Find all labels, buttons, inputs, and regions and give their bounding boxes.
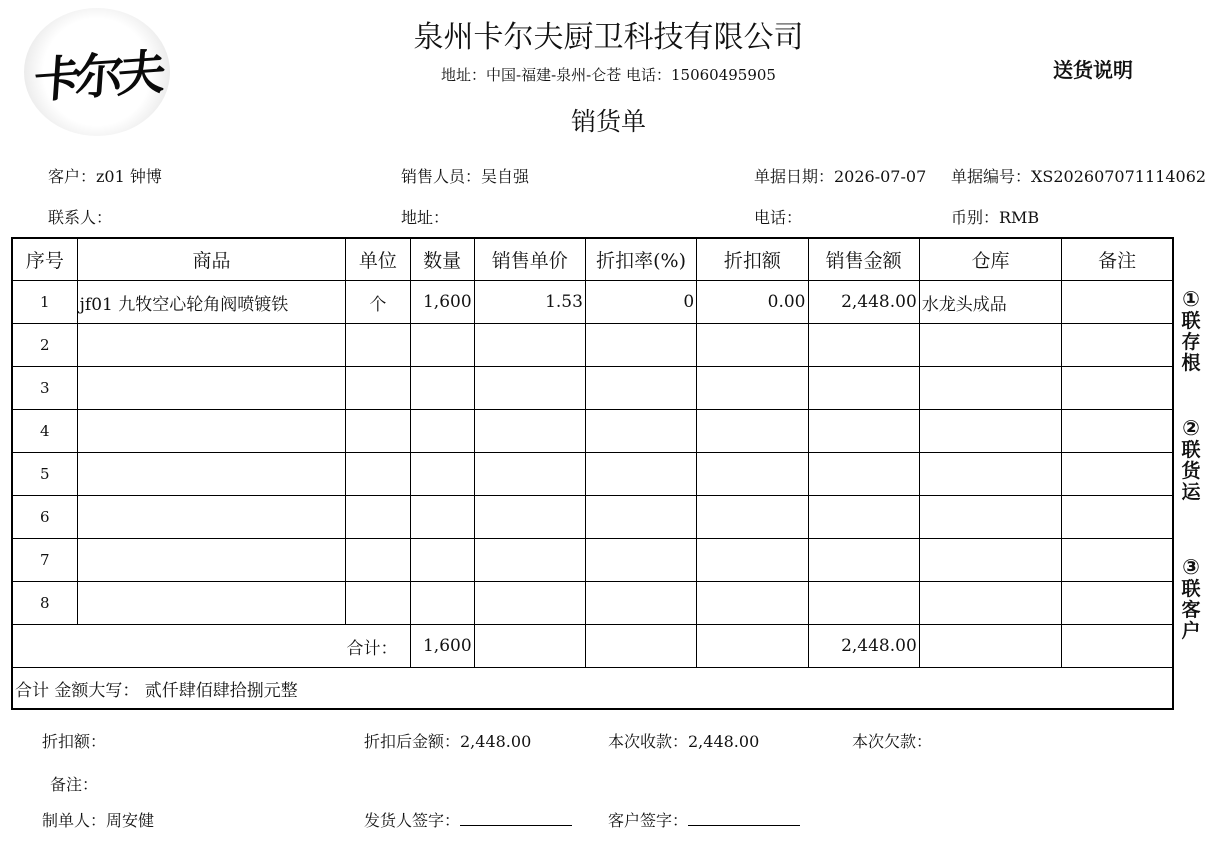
- table-header-row: [12, 238, 1173, 281]
- cell-unit: [346, 539, 410, 582]
- phone-field: 电话：: [754, 208, 803, 227]
- cell-discount-amount: [697, 496, 808, 539]
- cell-discount-rate: [585, 582, 696, 625]
- cell-unit-price: [474, 410, 585, 453]
- copy-text: 联存根: [1181, 310, 1201, 374]
- discount-field: 折扣额：: [42, 732, 107, 751]
- table-row: [12, 582, 1173, 625]
- cell-sales-amount: [808, 496, 919, 539]
- table-row: [12, 496, 1173, 539]
- cell-warehouse: [919, 496, 1061, 539]
- cell-quantity: [410, 453, 474, 496]
- cell-discount-rate: [585, 324, 696, 367]
- cell-quantity: [410, 582, 474, 625]
- cell-seq: 7: [12, 539, 77, 582]
- cell-unit: [346, 582, 410, 625]
- copy-number: ②: [1182, 416, 1200, 440]
- cell-product: [77, 324, 346, 367]
- column-header-seq: 序号: [12, 238, 77, 281]
- cell-unit: [346, 367, 410, 410]
- cell-remark: [1062, 281, 1173, 324]
- amount-in-words-row: [12, 668, 1173, 710]
- cell-seq: 1: [12, 281, 77, 324]
- cell-warehouse: [919, 453, 1061, 496]
- cell-remark: [1062, 582, 1173, 625]
- cell-unit: [346, 496, 410, 539]
- document-number-field: 单据编号：XS202607071114062: [951, 167, 1207, 186]
- cell-seq: 5: [12, 453, 77, 496]
- cell-empty: [697, 625, 808, 668]
- delivery-note-link[interactable]: 送货说明: [1053, 58, 1133, 82]
- cell-unit-price: [474, 582, 585, 625]
- cell-empty: [585, 625, 696, 668]
- cell-product: [77, 410, 346, 453]
- cell-discount-amount: 0.00: [697, 281, 808, 324]
- cell-product: [77, 496, 346, 539]
- currency-field: 币别：RMB: [951, 208, 1040, 227]
- cell-discount-amount: [697, 582, 808, 625]
- cell-seq: 6: [12, 496, 77, 539]
- cell-remark: [1062, 453, 1173, 496]
- column-header-unit: 单位: [346, 238, 410, 281]
- cell-quantity: [410, 539, 474, 582]
- remark-field: 备注：: [50, 775, 99, 794]
- document-title: 销货单: [570, 107, 646, 136]
- cell-sales-amount: 2,448.00: [808, 281, 919, 324]
- total-row: [12, 625, 1173, 668]
- amount-in-words: 合计 金额大写： 贰仟肆佰肆拾捌元整: [12, 668, 1173, 710]
- owed-field: 本次欠款：: [852, 732, 933, 751]
- table-row: [12, 539, 1173, 582]
- cell-unit: [346, 453, 410, 496]
- customer-field: 客户：z01 钟博: [48, 167, 162, 186]
- cell-sales-amount: [808, 582, 919, 625]
- maker-field: 制单人：周安健: [42, 811, 155, 830]
- cell-discount-rate: [585, 367, 696, 410]
- cell-empty: [1062, 625, 1173, 668]
- contact-field: 联系人：: [48, 208, 113, 227]
- column-header-remark: 备注: [1062, 238, 1173, 281]
- cell-discount-amount: [697, 539, 808, 582]
- cell-warehouse: [919, 410, 1061, 453]
- document-date-field: 单据日期：2026-07-07: [754, 167, 927, 186]
- cell-seq: 3: [12, 367, 77, 410]
- copy-label-stub: [1176, 287, 1206, 374]
- cell-discount-rate: 0: [585, 281, 696, 324]
- table-row: [12, 453, 1173, 496]
- cell-warehouse: [919, 539, 1061, 582]
- cell-quantity: 1,600: [410, 281, 474, 324]
- received-field: 本次收款：2,448.00: [608, 732, 760, 751]
- cell-unit-price: [474, 367, 585, 410]
- cell-discount-rate: [585, 453, 696, 496]
- column-header-discount-rate: 折扣率(%): [585, 238, 696, 281]
- company-name: 泉州卡尔夫厨卫科技有限公司: [413, 20, 804, 55]
- total-amount: 2,448.00: [808, 625, 919, 668]
- copy-number: ③: [1182, 555, 1200, 579]
- cell-remark: [1062, 410, 1173, 453]
- cell-discount-amount: [697, 410, 808, 453]
- cell-discount-rate: [585, 410, 696, 453]
- cell-warehouse: [919, 582, 1061, 625]
- cell-remark: [1062, 539, 1173, 582]
- logo-text: 卡尔夫: [31, 44, 162, 110]
- copy-label-shipping: [1176, 416, 1206, 503]
- cell-product: [77, 539, 346, 582]
- cell-unit-price: [474, 324, 585, 367]
- total-quantity: 1,600: [410, 625, 474, 668]
- cell-sales-amount: [808, 410, 919, 453]
- cell-product: [77, 453, 346, 496]
- cell-unit: [346, 324, 410, 367]
- column-header-unit-price: 销售单价: [474, 238, 585, 281]
- cell-sales-amount: [808, 367, 919, 410]
- cell-discount-rate: [585, 496, 696, 539]
- cell-product: [77, 367, 346, 410]
- cell-warehouse: 水龙头成品: [919, 281, 1061, 324]
- copy-text: 联货运: [1181, 439, 1201, 503]
- cell-seq: 8: [12, 582, 77, 625]
- cell-quantity: [410, 367, 474, 410]
- column-header-sales-amount: 销售金额: [808, 238, 919, 281]
- column-header-discount-amount: 折扣额: [697, 238, 808, 281]
- cell-remark: [1062, 496, 1173, 539]
- table-row: [12, 324, 1173, 367]
- cell-sales-amount: [808, 324, 919, 367]
- company-address-line: 地址：中国-福建-泉州-仑苍 电话：15060495905: [441, 66, 776, 84]
- cell-unit: 个: [346, 281, 410, 324]
- customer-address-field: 地址：: [401, 208, 450, 227]
- cell-product: [77, 582, 346, 625]
- cell-sales-amount: [808, 539, 919, 582]
- cell-remark: [1062, 324, 1173, 367]
- column-header-quantity: 数量: [410, 238, 474, 281]
- copy-text: 联客户: [1181, 578, 1201, 642]
- cell-unit: [346, 410, 410, 453]
- cell-quantity: [410, 324, 474, 367]
- table-row: [12, 367, 1173, 410]
- customer-signature-line[interactable]: [688, 811, 800, 826]
- table-row: [12, 281, 1173, 324]
- cell-seq: 2: [12, 324, 77, 367]
- cell-quantity: [410, 410, 474, 453]
- cell-empty: [919, 625, 1061, 668]
- cell-discount-amount: [697, 324, 808, 367]
- cell-unit-price: 1.53: [474, 281, 585, 324]
- cell-quantity: [410, 496, 474, 539]
- cell-unit-price: [474, 496, 585, 539]
- cell-unit-price: [474, 539, 585, 582]
- shipper-signature-line[interactable]: [460, 811, 572, 826]
- cell-remark: [1062, 367, 1173, 410]
- cell-warehouse: [919, 324, 1061, 367]
- copy-number: ①: [1182, 287, 1200, 311]
- cell-discount-rate: [585, 539, 696, 582]
- after-discount-field: 折扣后金额：2,448.00: [364, 732, 532, 751]
- salesperson-field: 销售人员：吴自强: [401, 167, 530, 186]
- total-label: 合计：: [12, 625, 410, 668]
- customer-signature: [608, 808, 800, 831]
- cell-empty: [474, 625, 585, 668]
- column-header-warehouse: 仓库: [919, 238, 1061, 281]
- table-row: [12, 410, 1173, 453]
- cell-product: jf01 九牧空心轮角阀喷镀铁: [77, 281, 346, 324]
- cell-unit-price: [474, 453, 585, 496]
- cell-warehouse: [919, 367, 1061, 410]
- cell-discount-amount: [697, 367, 808, 410]
- cell-sales-amount: [808, 453, 919, 496]
- sales-items-table: [11, 237, 1174, 710]
- customer-signature-label: 客户签字：: [608, 811, 689, 830]
- column-header-product: 商品: [77, 238, 346, 281]
- cell-discount-amount: [697, 453, 808, 496]
- shipper-signature-label: 发货人签字：: [364, 811, 461, 830]
- copy-label-customer: [1176, 555, 1206, 642]
- shipper-signature: [364, 808, 572, 831]
- cell-seq: 4: [12, 410, 77, 453]
